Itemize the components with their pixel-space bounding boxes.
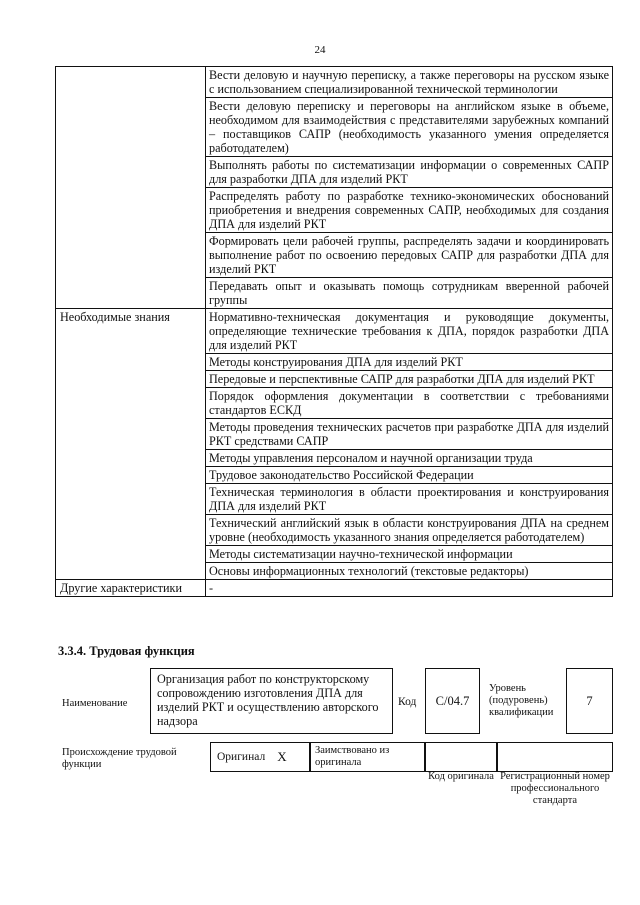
table-row bbox=[56, 67, 613, 98]
row-content: Вести деловую и научную переписку, а также переговоры на русском языке с использованием специализированной технической терминологии bbox=[206, 67, 613, 98]
code-origin-cell bbox=[425, 742, 497, 772]
row-label: Необходимые знания bbox=[56, 309, 206, 580]
page-number: 24 bbox=[314, 44, 326, 56]
row-content: Методы проведения технических расчетов при разработке ДПА для изделий РКТ средствами САПР bbox=[206, 419, 613, 450]
qualification-level-value: 7 bbox=[566, 668, 613, 734]
row-content: Методы управления персоналом и научной организации труда bbox=[206, 450, 613, 467]
origin-label: Происхождение трудовой функции bbox=[62, 747, 177, 770]
function-name-value: Организация работ по конструкторскому сопровождению изготовления ДПА для изделий РКТ и осуществлению авторского надзора bbox=[150, 668, 393, 734]
code-label: Код bbox=[398, 696, 417, 708]
row-label bbox=[56, 67, 206, 309]
name-label: Наименование bbox=[62, 698, 128, 709]
row-content: Передовые и перспективные САПР для разработки ДПА для изделий РКТ bbox=[206, 371, 613, 388]
row-content: Передавать опыт и оказывать помощь сотрудникам вверенной рабочей группы bbox=[206, 278, 613, 309]
row-label: Другие характеристики bbox=[56, 580, 206, 597]
row-content: Основы информационных технологий (текстовые редакторы) bbox=[206, 563, 613, 580]
row-content: Методы систематизации научно-технической информации bbox=[206, 546, 613, 563]
row-content: Порядок оформления документации в соответствии с требованиями стандартов ЕСКД bbox=[206, 388, 613, 419]
row-content: Распределять работу по разработке технико-экономических обоснований приобретения и внедрения современных САПР, необходимых для создания ДПА для изделий РКТ bbox=[206, 188, 613, 233]
row-content: Вести деловую переписку и переговоры на английском языке в объеме, необходимом для взаимодействия с представителями зарубежных компаний – поставщиков САПР (необходимость указанного умения определяется работодателем) bbox=[206, 98, 613, 157]
row-content: Трудовое законодательство Российской Федерации bbox=[206, 467, 613, 484]
row-content: Формировать цели рабочей группы, распределять задачи и координировать выполнение работ по освоению передовых САПР для разработки ДПА для изделий РКТ bbox=[206, 233, 613, 278]
row-content: Нормативно-техническая документация и руководящие документы, определяющие технические требования к ДПА, порядок разработки ДПА для изделий РКТ bbox=[206, 309, 613, 354]
section-title: 3.3.4. Трудовая функция bbox=[58, 644, 195, 658]
table-row bbox=[56, 580, 613, 597]
reg-number-cell bbox=[497, 742, 613, 772]
reg-number-label: Регистрационный номер профессионального стандарта bbox=[500, 771, 610, 806]
original-label: Оригинал bbox=[217, 751, 266, 763]
row-content: Методы конструирования ДПА для изделий РКТ bbox=[206, 354, 613, 371]
borrowed-cell: Заимствовано из оригинала bbox=[310, 742, 425, 772]
qualification-level-label: Уровень (подуровень) квалификации bbox=[489, 683, 554, 718]
original-mark: X bbox=[277, 749, 287, 764]
original-cell bbox=[210, 742, 310, 772]
row-content: Технический английский язык в области конструирования ДПА на среднем уровне (необходимость указанного знания определяется работодателем) bbox=[206, 515, 613, 546]
row-content: Техническая терминология в области проектирования и конструирования ДПА для изделий РКТ bbox=[206, 484, 613, 515]
row-content: - bbox=[206, 580, 613, 597]
code-origin-label: Код оригинала bbox=[428, 771, 494, 782]
code-value: C/04.7 bbox=[425, 668, 480, 734]
row-content: Выполнять работы по систематизации информации о современных САПР для разработки ДПА для изделий РКТ bbox=[206, 157, 613, 188]
skills-knowledge-table bbox=[55, 66, 613, 597]
table-row bbox=[56, 309, 613, 354]
